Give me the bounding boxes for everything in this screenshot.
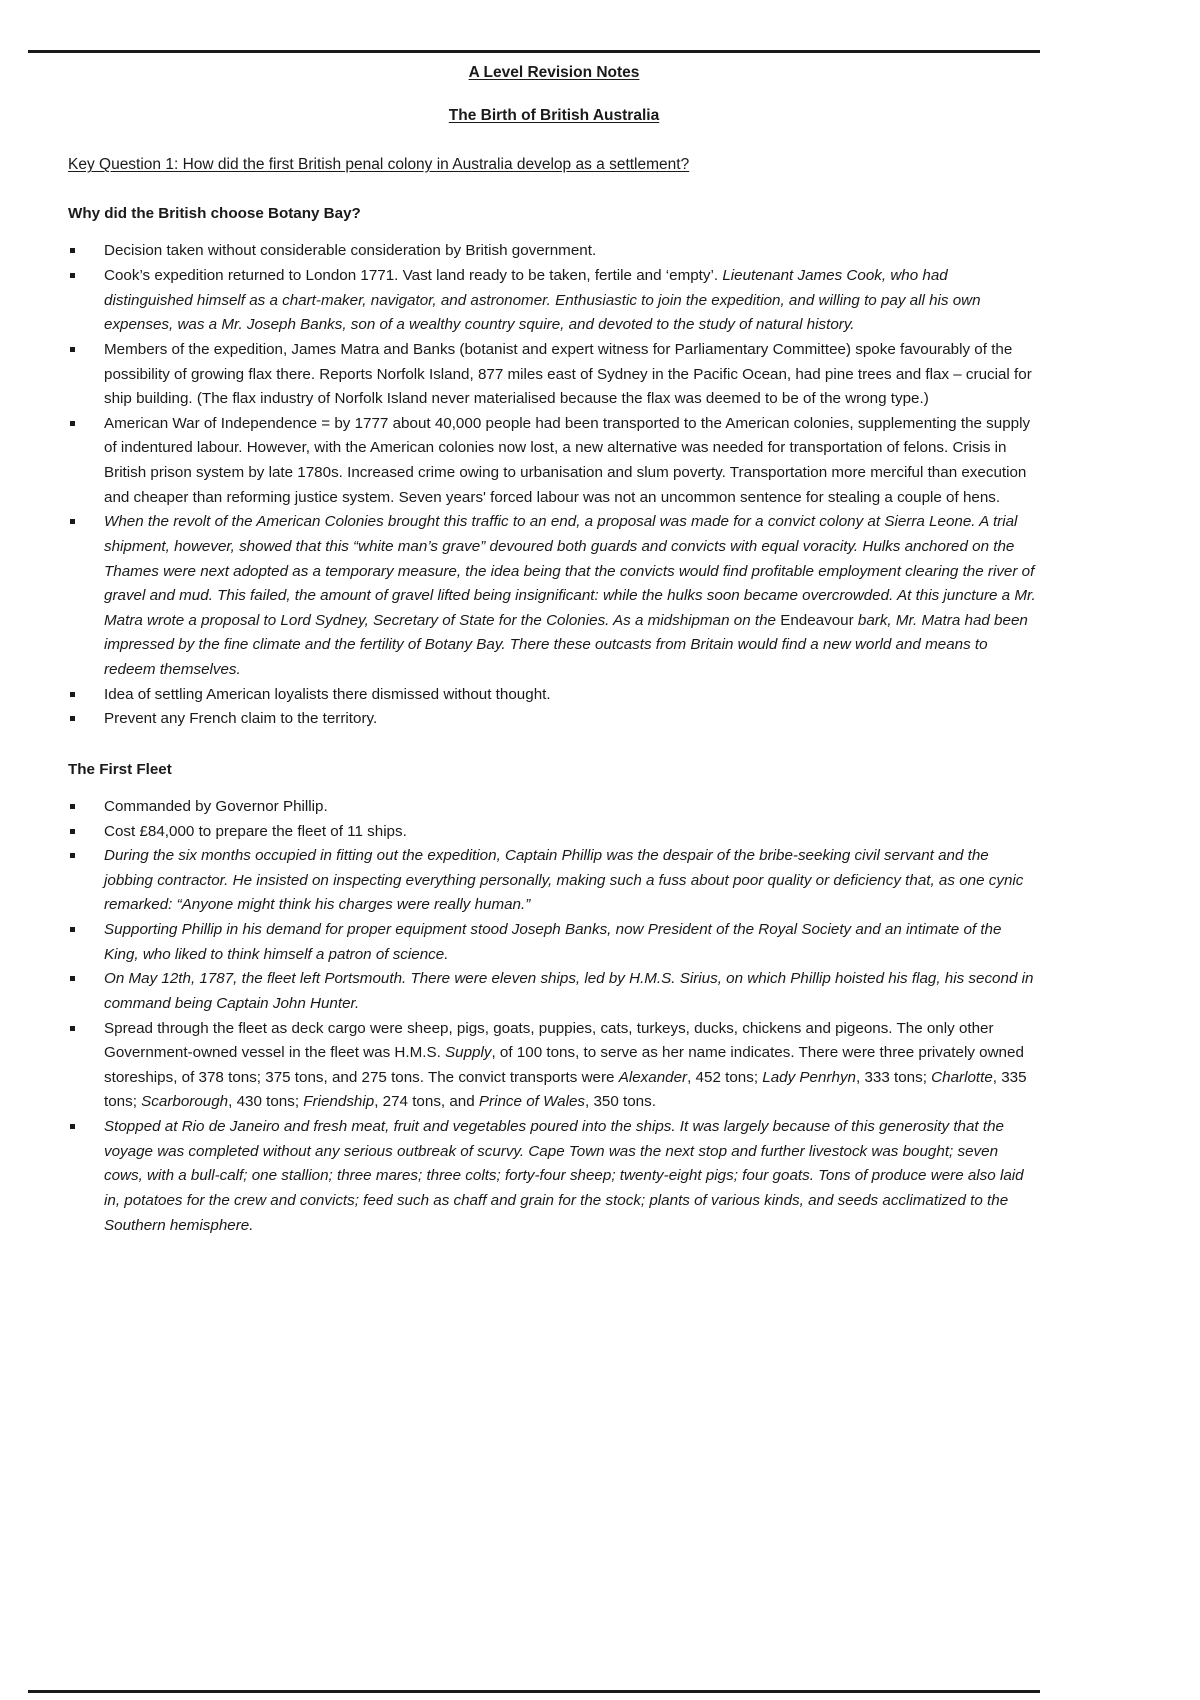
title-spacer xyxy=(68,84,1040,105)
list-item-text: During the six months occupied in fitting out the expedition, Captain Phillip was the despair of the bribe-seeking civil servant and the jobbing contractor. He insisted on inspecting everything personally, making such a fuss about poor quality or deficiency that, as one cynic remarked: “Anyone might think his charges were really human.” xyxy=(104,847,1024,914)
key-question xyxy=(68,154,1040,176)
square-bullet-icon xyxy=(70,927,75,932)
square-bullet-icon xyxy=(70,347,75,352)
bullet-list-first-fleet xyxy=(68,795,1040,1238)
list-item xyxy=(68,1115,1040,1238)
text-run: , of 100 tons, to serve as her name indicates. There were three privately owned storeships, of 378 tons; 375 tons, and 275 tons. The convict transports were xyxy=(104,1044,1024,1086)
document-subtitle xyxy=(68,105,1040,127)
square-bullet-icon xyxy=(70,692,75,697)
list-item xyxy=(68,820,1040,845)
square-bullet-icon xyxy=(70,519,75,524)
text-run: , 452 tons; xyxy=(687,1068,763,1086)
section-heading-first-fleet: The First Fleet xyxy=(68,760,172,778)
list-item xyxy=(68,683,1040,708)
section-heading-botany-bay: Why did the British choose Botany Bay? xyxy=(68,205,361,223)
list-item-text-segmented xyxy=(104,1020,1027,1111)
bullet-list-botany-bay xyxy=(68,239,1040,732)
ship-name: Prince of Wales xyxy=(478,1093,585,1111)
list-item xyxy=(68,844,1040,918)
ship-name: Scarborough xyxy=(141,1093,229,1111)
text-run: , 350 tons. xyxy=(585,1093,656,1111)
square-bullet-icon xyxy=(70,853,75,858)
ship-name: Lady Penrhyn xyxy=(762,1068,856,1086)
square-bullet-icon xyxy=(70,421,75,426)
list-item-text: American War of Independence = by 1777 about 40,000 people had been transported to the American colonies, supplementing the supply of indentured labour. However, with the American colonies now lost, a new alternative was needed for transportation of felons. Crisis in British prison system by late 1780s. Increased crime owing to urbanisation and slum poverty. Transportation more merciful than execution and cheaper than reforming justice system. Seven years' forced labour was not an uncommon sentence for stealing a couple of hens. xyxy=(104,414,1031,506)
document-title xyxy=(68,62,1040,84)
list-item xyxy=(68,707,1040,732)
header-divider-rule xyxy=(28,50,1040,53)
list-item-text: Cost £84,000 to prepare the fleet of 11 ships. xyxy=(104,822,407,840)
square-bullet-icon xyxy=(70,1124,75,1129)
ship-name-endeavour: Endeavour xyxy=(780,611,854,629)
list-item-text: Members of the expedition, James Matra and Banks (botanist and expert witness for Parliamentary Committee) spoke favourably of the possibility of growing flax there. Reports Norfolk Island, 877 miles east of Sydney in the Pacific Ocean, had pine trees and flax – crucial for ship building. (The flax industry of Norfolk Island never materialised because the flax was deemed to be of the wrong type.) xyxy=(104,340,1032,408)
list-item-text: Idea of settling American loyalists there dismissed without thought. xyxy=(104,685,551,703)
list-item xyxy=(68,264,1040,338)
list-item xyxy=(68,1017,1040,1116)
ship-name: Supply xyxy=(445,1044,492,1062)
list-item-text: Commanded by Governor Phillip. xyxy=(104,797,328,815)
list-item xyxy=(68,510,1040,682)
key-question-text: Key Question 1: How did the first British penal colony in Australia develop as a settlement? xyxy=(68,155,690,173)
document-content xyxy=(68,62,1040,1238)
text-run: , 333 tons; xyxy=(856,1068,932,1086)
list-item xyxy=(68,918,1040,967)
list-item-text: On May 12th, 1787, the fleet left Portsmouth. There were eleven ships, led by H.M.S. Sirius, on which Phillip hoisted his flag, his second in command being Captain John Hunter. xyxy=(104,970,1034,1012)
square-bullet-icon xyxy=(70,716,75,721)
text-run: , 430 tons; xyxy=(228,1093,304,1111)
list-item-text-part-2: bark, Mr. Matra had been impressed by the fine climate and the fertility of Botany Bay. There these outcasts from Britain would find a new world and means to redeem themselves. xyxy=(104,611,1028,679)
list-item-text: Stopped at Rio de Janeiro and fresh meat, fruit and vegetables poured into the ships. It was largely because of this generosity that the voyage was completed without any serious outbreak of scurvy. Cape Town was the next stop and further livestock was bought; seven cows, with a bull-calf; one stallion; three mares; three colts; forty-four sheep; twenty-eight pigs; four goats. Tons of produce were also laid in, potatoes for the crew and convicts; feed such as chaff and grain for the stock; plants of various kinds, and seeds acclimatized to the Southern hemisphere. xyxy=(104,1118,1024,1234)
square-bullet-icon xyxy=(70,273,75,278)
list-item xyxy=(68,967,1040,1016)
text-run: , 274 tons, and xyxy=(374,1093,479,1111)
document-title-text: A Level Revision Notes xyxy=(468,64,640,81)
list-item-text-italic: Lieutenant James Cook, who had distinguished himself as a chart-maker, navigator, and astronomer. Enthusiastic to join the expedition, and willing to pay all his own expenses, was a Mr. Joseph Banks, son of a wealthy country squire, and devoted to the study of natural history. xyxy=(104,267,981,334)
list-item-text: Decision taken without considerable consideration by British government. xyxy=(104,242,597,260)
document-subtitle-text: The Birth of British Australia xyxy=(448,107,660,125)
list-item-text-roman: Cook’s expedition returned to London 1771. Vast land ready to be taken, fertile and ‘empty’. xyxy=(104,267,723,285)
text-run: , 335 tons; xyxy=(104,1068,1027,1111)
list-item-text: Prevent any French claim to the territory. xyxy=(104,710,378,728)
list-item xyxy=(68,239,1040,264)
square-bullet-icon xyxy=(70,1026,75,1031)
text-run: Spread through the fleet as deck cargo were sheep, pigs, goats, puppies, cats, turkeys, ducks, chickens and pigeons. The only other Government-owned vessel in the fleet was H.M.S. xyxy=(104,1019,994,1062)
square-bullet-icon xyxy=(70,976,75,981)
list-item xyxy=(68,338,1040,412)
list-item xyxy=(68,412,1040,511)
list-item-text-part-1: When the revolt of the American Colonies brought this traffic to an end, a proposal was made for a convict colony at Sierra Leone. A trial shipment, however, showed that this “white man’s grave” devoured both guards and convicts with equal voracity. Hulks anchored on the Thames were next adopted as a temporary measure, the idea being that the convicts would find profitable employment clearing the river of gravel and mud. This failed, the amount of gravel lifted being insignificant: while the hulks soon became overcrowded. At this juncture a Mr. Matra wrote a proposal to Lord Sydney, Secretary of State for the Colonies. As a midshipman on the xyxy=(104,513,1036,629)
square-bullet-icon xyxy=(70,829,75,834)
list-item-text: Supporting Phillip in his demand for proper equipment stood Joseph Banks, now President of the Royal Society and an intimate of the King, who liked to think himself a patron of science. xyxy=(104,921,1002,963)
footer-divider-rule xyxy=(28,1690,1040,1693)
ship-name: Friendship xyxy=(303,1093,375,1111)
square-bullet-icon xyxy=(70,804,75,809)
square-bullet-icon xyxy=(70,248,75,253)
list-item xyxy=(68,795,1040,820)
ship-name: Charlotte xyxy=(931,1068,993,1086)
ship-name: Alexander xyxy=(618,1068,688,1086)
